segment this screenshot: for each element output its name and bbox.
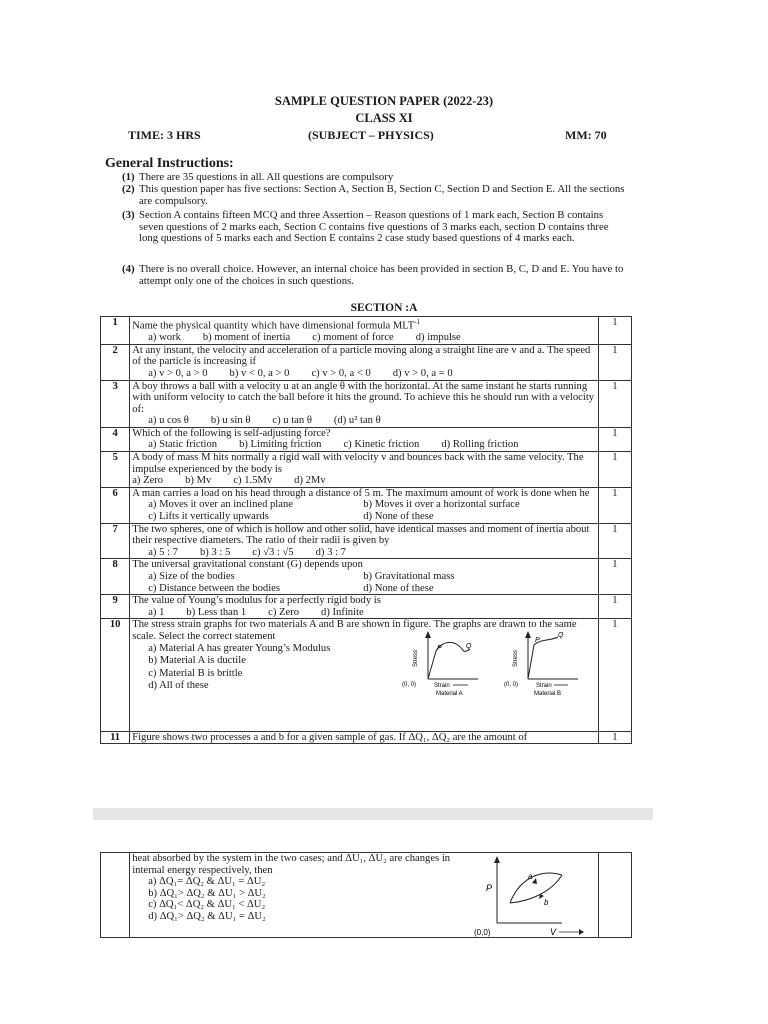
option: d) ΔQ₁> ΔQ₂ & ΔU₁ = ΔU₂ <box>148 910 266 922</box>
question-content <box>130 344 599 380</box>
option: b) Gravitational mass <box>363 571 455 582</box>
option: d) Rolling friction <box>441 439 519 451</box>
option: a) v > 0, a > 0 <box>148 367 208 379</box>
graph-b-xlabel: Strain <box>536 682 552 689</box>
option: b) 3 : 5 <box>199 546 231 558</box>
option: a) u cos θ <box>148 415 189 427</box>
option: a) work <box>148 332 181 344</box>
graph-a-point-p: P <box>437 644 442 652</box>
option: b) moment of inertia <box>202 332 291 344</box>
option: c) u tan θ <box>272 415 312 427</box>
question-content <box>130 619 599 731</box>
pv-label-a: a <box>528 872 533 881</box>
question-row <box>101 380 632 427</box>
graph-a-xlabel: Strain <box>434 682 450 689</box>
question-text: A man carries a load on his head through a distance of 5 m. The maximum amount of work is done when he <box>132 487 590 499</box>
option: a) 5 : 7 <box>148 546 178 558</box>
question-text: The value of Young’s modulus for a perfectly rigid body is <box>132 595 381 607</box>
question-text: The universal gravitational constant (G) depends upon <box>132 559 363 571</box>
question-content <box>130 427 599 451</box>
graph-a-point-q: Q <box>466 642 472 650</box>
question-text: Name the physical quantity which have dimensional formula MLT <box>132 320 415 332</box>
graph-a-ylabel: Stress <box>413 649 420 667</box>
question-number: 10 <box>101 619 130 731</box>
question-number: 2 <box>101 344 130 380</box>
pv-origin: (0,0) <box>474 928 491 937</box>
question-marks: 1 <box>598 317 631 345</box>
question-row <box>101 317 632 345</box>
question-content <box>130 380 599 427</box>
option: c) Zero <box>268 606 300 618</box>
continuation-table <box>100 852 632 938</box>
option: a) 1 <box>148 606 165 618</box>
question-number: 11 <box>101 731 130 744</box>
question-number: 8 <box>101 559 130 595</box>
question-number: 6 <box>101 487 130 523</box>
question-number: 7 <box>101 523 130 559</box>
question-content <box>130 853 599 938</box>
option: b) u sin θ <box>210 415 251 427</box>
question-marks: 1 <box>598 344 631 380</box>
question-text: Figure shows two processes a and b for a given sample of gas. If ΔQ₁, ΔQ₂ are the amount of <box>132 731 528 743</box>
question-row <box>101 487 632 523</box>
option: b) Less than 1 <box>186 606 247 618</box>
question-row <box>101 619 632 731</box>
section-heading: SECTION :A <box>350 302 418 314</box>
option: d) All of these <box>148 680 209 692</box>
instruction-item: (1) There are 35 questions in all. All questions are compulsory <box>122 171 394 183</box>
question-text: A body of mass M hits normally a rigid wall with velocity v and bounces back with the same velocity. The impulse experienced by the body is <box>132 452 584 475</box>
graph-b-caption: Material B <box>534 690 562 697</box>
graph-b-point-q: Q <box>558 631 564 639</box>
marks-label: MM: 70 <box>565 128 607 142</box>
option: c) Kinetic friction <box>343 439 420 451</box>
option: c) Material B is brittle <box>148 667 243 679</box>
question-row <box>101 452 632 488</box>
question-marks: 1 <box>598 595 631 619</box>
question-marks: 1 <box>598 487 631 523</box>
option: a) Zero <box>132 475 164 487</box>
question-content <box>130 487 599 523</box>
option: b) ΔQ₁> ΔQ₂ & ΔU₁ > ΔU₂ <box>148 887 266 899</box>
instruction-item: (2) This question paper has five sections: Section A, Section B, Section C, Section D and Section E. All the sections are compulsory. <box>122 183 625 207</box>
graph-b-ylabel: Stress <box>513 649 520 667</box>
option: c) Distance between the bodies <box>148 582 280 594</box>
instruction-item: (3) Section A contains fifteen MCQ and three Assertion – Reason questions of 1 mark each, Section B contains seven questions of 2 marks each, Section C contains five questions of 3 marks each, section D contains three long questions of 5 marks each and Section E contains 2 case study based questions of 4 marks each. <box>122 209 609 245</box>
question-content <box>130 452 599 488</box>
option: b) Moves it over a horizontal surface <box>363 499 520 511</box>
option: c) Lifts it vertically upwards <box>148 511 269 523</box>
pv-ylabel: P <box>486 883 493 893</box>
stress-strain-graphs <box>402 629 598 701</box>
question-marks: 1 <box>598 559 631 595</box>
graph-a-caption: Material A <box>436 690 463 697</box>
question-row <box>101 595 632 619</box>
question-marks: 1 <box>598 619 631 731</box>
option: d) v > 0, a = 0 <box>392 367 453 379</box>
time-label: TIME: 3 HRS <box>128 128 201 142</box>
option: d) 2Mv <box>294 475 326 487</box>
instruction-item: (4) There is no overall choice. However, an internal choice has been provided in section B, C, D and E. You have to attempt only one of the choices in such questions. <box>122 263 624 287</box>
question-text: At any instant, the velocity and acceleration of a particle moving along a straight line are v and a. The speed of the particle is increasing if <box>132 344 591 368</box>
question-content <box>130 731 599 744</box>
question-text: A boy throws a ball with a velocity u at an angle θ with the horizontal. At the same instant he starts running with uniform velocity to catch the ball before it hits the ground. To achieve this he should run with a velocity of: <box>132 380 595 415</box>
page-separator <box>93 808 653 820</box>
option: a) Material A has greater Young’s Modulus <box>148 642 331 654</box>
paper-title: SAMPLE QUESTION PAPER (2022-23) <box>274 94 494 108</box>
pv-graph <box>462 855 592 937</box>
question-row <box>101 427 632 451</box>
question-number: 1 <box>101 317 130 345</box>
class-label: CLASS XI <box>355 111 413 125</box>
option: b) v < 0, a > 0 <box>229 367 290 379</box>
question-row <box>101 523 632 559</box>
subject-label: (SUBJECT – PHYSICS) <box>308 128 434 142</box>
question-row <box>101 731 632 744</box>
question-row <box>101 344 632 380</box>
question-marks: 1 <box>598 523 631 559</box>
option: c) moment of force <box>312 332 394 344</box>
option: b) Limiting friction <box>239 439 322 451</box>
question-text: The stress strain graphs for two materials A and B are shown in figure. The graphs are drawn to the same scale. Select the correct statement <box>132 619 577 642</box>
question-row <box>101 559 632 595</box>
option: d) 3 : 7 <box>315 546 346 558</box>
question-content <box>130 523 599 559</box>
option: c) ΔQ₁< ΔQ₂ & ΔU₁ < ΔU₂ <box>148 899 266 911</box>
question-number: 3 <box>101 380 130 427</box>
question-text: The two spheres, one of which is hollow and other solid, have identical masses and moment of inertia about their respective diameters. The ratio of their radii is given by <box>132 523 590 547</box>
pv-xlabel: V <box>550 927 557 937</box>
instructions-heading: General Instructions: <box>105 156 234 171</box>
question-number: 5 <box>101 452 130 488</box>
option: a) ΔQ₁= ΔQ₂ & ΔU₁ = ΔU₂ <box>148 876 266 888</box>
option: a) Moves it over an inclined plane <box>148 499 293 511</box>
option: d) impulse <box>415 332 461 344</box>
graph-b-point-p: P <box>535 636 540 644</box>
option: c) v > 0, a < 0 <box>311 367 371 379</box>
question-text: Which of the following is self-adjusting force? <box>132 427 331 439</box>
page-two <box>0 820 768 1024</box>
question-marks: 1 <box>598 427 631 451</box>
option: (d) u² tan θ <box>333 415 381 427</box>
option: b) Material A is ductile <box>148 655 246 667</box>
question-number: 9 <box>101 595 130 619</box>
option: d) None of these <box>363 582 434 594</box>
question-marks: 1 <box>598 731 631 744</box>
graph-b-origin: (0, 0) <box>504 681 519 688</box>
question-table <box>100 316 632 744</box>
option: c) √3 : √5 <box>252 546 294 558</box>
question-content <box>130 595 599 619</box>
question-marks: 1 <box>598 380 631 427</box>
question-marks: 1 <box>598 452 631 488</box>
question-row <box>101 853 632 938</box>
question-number: 4 <box>101 427 130 451</box>
pv-label-b: b <box>544 898 549 907</box>
question-content <box>130 559 599 595</box>
option: c) 1.5Mv <box>233 475 273 487</box>
question-content: Name the physical quantity which have dimensional formula $MLT^{-1}$ a) work b) moment of inertia c) moment of force d) impulse <box>130 317 599 345</box>
option: a) Static friction <box>148 439 218 451</box>
question-text: heat absorbed by the system in the two cases; and ΔU₁, ΔU₂ are changes in internal energy respectively, then <box>132 853 451 876</box>
option: b) Mv <box>185 475 212 487</box>
option: d) Infinite <box>321 606 364 618</box>
graph-a-origin: (0, 0) <box>402 681 417 688</box>
option: d) None of these <box>363 511 434 523</box>
option: a) Size of the bodies <box>148 571 235 582</box>
